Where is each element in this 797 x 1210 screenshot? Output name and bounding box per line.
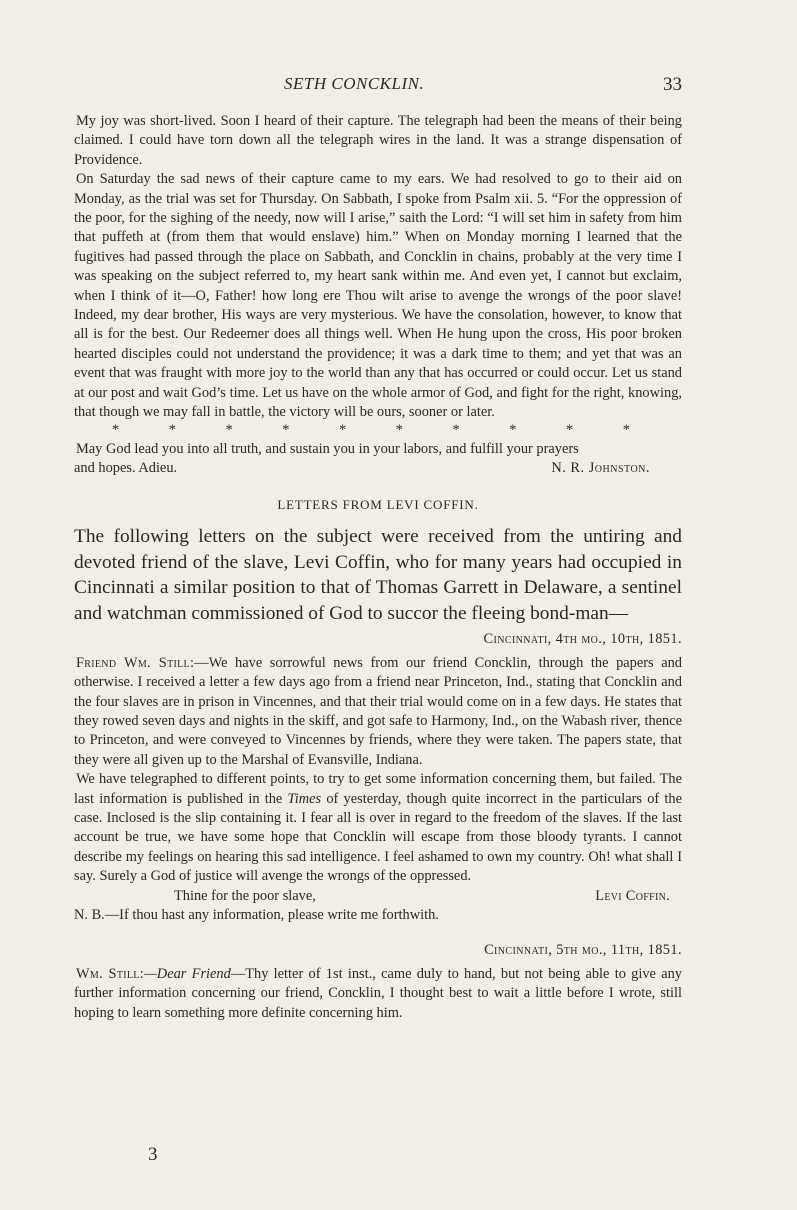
section-heading: LETTERS FROM LEVI COFFIN. [277,497,479,513]
star: * [282,421,290,438]
farewell-sign-line [74,459,682,478]
paragraph: On Saturday the sad news of their capture came to my ears. We had resolved to go to their aid on Monday, as the trial was set for Thursday. On Sabbath, I spoke from Psalm xii. 5. “For the oppression of the poor, for the sighing of the needy, now will I arise,” saith the Lord: “I will set him in safety from him that puffeth at (from them that would enslave) him.” When on Monday morning I learned that the fugitives had passed through the place on Sabbath, and Concklin in chains, probably at the very time I was speaking on the subject referred to, my heart sank within me. And even yet, I cannot but exclaim, when I think of it—O, Father! how long ere Thou wilt arise to avenge the wrongs of the poor slave! Indeed, my dear brother, His ways are very mysterious. We have the consolation, however, to know that all is for the best. Our Redeemer does all things well. When He hung upon the cross, His poor broken hearted disciples could not understand the providence; it was a dark time to them; and yet that was an event that was fraught with more joy to the world than any that has occurred or could occur. Let us stand at our post and wait God’s time. Let us have on the whole armor of God, and fight for the right, knowing, that though we may fall in battle, the victory will be ours, sooner or later. [74,171,682,421]
letter1-body-1: —We have sorrowful news from our friend Concklin, through the papers and otherwise. I received a letter a few days ago from a friend near Princeton, Ind., stating that Concklin and the four slaves are in prison in Vincennes, and that their trial would come on in a few days. He states that they rowed seven days and nights in the skiff, and got safe to Harmony, Ind., on the Wabash river, thence to Princeton, and were conveyed to Vincennes by friends, where they were taken. The papers state, that they were all given up to the Marshal of Evansville, Indiana. [74,654,682,768]
letter2-dateline: Cincinnati, 5th mo., 11th, 1851. [484,942,682,959]
letter1-salutation: Friend Wm. Still: [76,654,195,671]
intro-paragraph: The following letters on the subject were received from the untiring and devoted friend of the slave, Levi Coffin, who for many years had occupied in Cincinnati a similar position to that of Thomas Garrett in Delaware, a sentinel and watchman commissioned of God to succor the fleeing bond-man— [74,526,682,624]
star: * [339,421,347,438]
signature-coffin: Levi Coffin. [595,887,670,904]
running-head [0,74,797,96]
page-number: 33 [663,74,682,95]
star: * [225,421,233,438]
signature-mark: 3 [148,1144,158,1165]
star: * [622,421,630,438]
letter2-paragraph [74,965,682,1023]
letter1-paragraph-2 [74,770,682,886]
letter2-body: —Thy letter of 1st inst., came duly to hand, but not being able to give any further information concerning our friend, Concklin, I thought best to wait a little before I wrote, still hoping to learn something more definite concerning him. [74,965,682,1021]
newspaper-name: Times [287,790,322,807]
letter1-body-2b: of yesterday, though quite incorrect in the particulars of the case. Inclosed is the slip containing it. I fear all is over in regard to the freedom of the slaves. If the last account be true, we have some hope that Concklin will escape from those bloody tyrants. I cannot describe my feelings on hearing this sad intelligence. I feel ashamed to own my country. Oh! what shall I say. Surely a God of justice will avenge the wrongs of the oppressed. [74,790,682,885]
star: * [168,421,176,438]
letter2-salutation: Wm. Still: [76,965,145,982]
letter1-body-2a: We have telegraphed to different points, to try to get some information concerning them, but failed. The last information is published in the [74,771,682,807]
farewell-last-line: and hopes. Adieu. [74,459,178,476]
letter1-closing: Thine for the poor slave, [174,887,316,904]
running-head-title: SETH CONCKLIN. [284,74,425,93]
signature-johnston: N. R. Johnston. [551,459,650,476]
star: * [112,421,120,438]
farewell-paragraph: May God lead you into all truth, and sustain you in your labors, and fulfill your prayers [76,440,579,457]
paragraph: My joy was short-lived. Soon I heard of their capture. The telegraph had been the means of their being claimed. I could have torn down all the telegraph wires in the land. It was a strange dispensation of Providence. [74,113,682,168]
letter1-postscript: N. B.—If thou hast any information, please write me forthwith. [74,907,439,923]
star: * [452,421,460,438]
star: * [566,421,574,438]
star: * [509,421,517,438]
letter1-paragraph-1 [74,654,682,770]
ornament-stars [74,421,682,440]
star: * [395,421,403,438]
letter1-closing-line [74,887,682,906]
letter2-salutation-italic: —Dear Friend [144,965,231,982]
body-text [74,112,682,1023]
letter1-dateline: Cincinnati, 4th mo., 10th, 1851. [483,631,682,648]
